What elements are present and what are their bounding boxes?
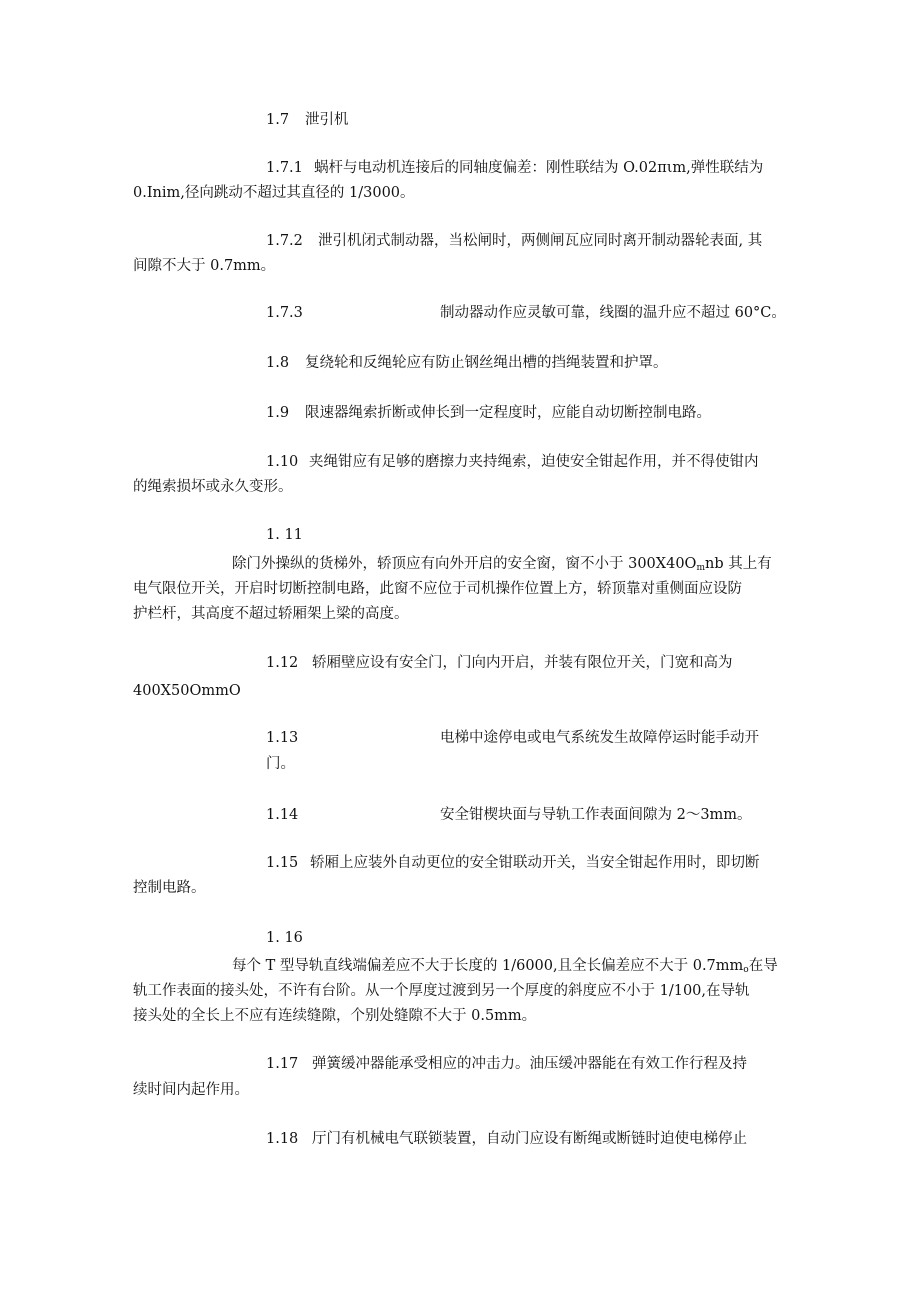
paragraph-line: 蜗杆与电动机连接后的同轴度偏差：刚性联结为 O.02πιm,弹性联结为: [314, 160, 764, 176]
paragraph-line: 安全钳楔块面与导轨工作表面间隙为 2～3mm。: [440, 807, 752, 823]
section-number: 1.10: [266, 454, 299, 470]
paragraph-line: 门。: [266, 756, 295, 772]
section-number: 1. 16: [266, 930, 303, 946]
paragraph-line: 制动器动作应灵敏可靠，线圈的温升应不超过 60°C。: [440, 305, 786, 321]
paragraph-line: 的绳索损坏或永久变形。: [133, 479, 293, 495]
paragraph-line: 0.Inim,径向跳动不超过其直径的 1/3000。: [133, 185, 415, 201]
paragraph-line: 夹绳钳应有足够的磨擦力夹持绳索，迫使安全钳起作用，并不得使钳内: [309, 454, 759, 470]
section-number: 1.15: [266, 855, 299, 871]
text-run: 除门外操纵的货梯外，轿顶应有向外开启的安全窗，窗不小于 300X40O: [232, 556, 697, 572]
section-number: 1.8: [266, 355, 290, 371]
section-number: 1.18: [266, 1131, 299, 1147]
paragraph-line: [232, 956, 778, 980]
paragraph-line: 控制电路。: [133, 880, 206, 896]
section-number: 1.13: [266, 730, 299, 746]
section-number: 1. 11: [266, 527, 303, 543]
paragraph-line: 限速器绳索折断或伸长到一定程度时，应能自动切断控制电路。: [305, 405, 711, 421]
paragraph-line: 复绕轮和反绳轮应有防止钢丝绳出槽的挡绳装置和护罩。: [305, 355, 668, 371]
text-run: 在导: [748, 958, 778, 974]
text-run: nb 其上有: [705, 556, 772, 572]
section-number: 1.7.1: [266, 160, 303, 176]
section-number: 1.14: [266, 807, 299, 823]
paragraph-line: 厅门有机械电气联锁装置，自动门应设有断绳或断链时迫使电梯停止: [312, 1131, 747, 1147]
section-heading: 泄引机: [305, 112, 349, 128]
paragraph-line: 弹簧缓冲器能承受相应的冲击力。油压缓冲器能在有效工作行程及持: [312, 1056, 747, 1072]
paragraph-line: 续时间内起作用。: [133, 1082, 249, 1098]
subscript-run: o: [743, 965, 749, 975]
section-number: 1.12: [266, 655, 299, 671]
paragraph-line: 轿厢壁应设有安全门，门向内开启，并装有限位开关，门宽和高为: [312, 655, 733, 671]
paragraph-line: 接头处的全长上不应有连续缝隙，个别处缝隙不大于 0.5mm。: [133, 1008, 537, 1024]
paragraph-line: 轿厢上应装外自动更位的安全钳联动开关，当安全钳起作用时，即切断: [310, 855, 760, 871]
section-number: 1.7.3: [266, 305, 303, 321]
section-number: 1.7.2: [266, 233, 303, 249]
paragraph-line: 电梯中途停电或电气系统发生故障停运时能手动开: [440, 730, 759, 746]
section-number: 1.17: [266, 1056, 299, 1072]
section-number: 1.9: [266, 405, 290, 421]
paragraph-line: 轨工作表面的接头处，不许有台阶。从一个厚度过渡到另一个厚度的斜度应不小于 1/100,在导轨: [133, 983, 750, 999]
paragraph-line: 护栏杆，其高度不超过轿厢架上梁的高度。: [133, 606, 409, 622]
paragraph-line: 泄引机闭式制动器，当松闸时，两侧闸瓦应同时离开制动器轮表面, 其: [318, 233, 763, 249]
paragraph-line: 间隙不大于 0.7mm。: [133, 258, 276, 274]
paragraph-line: 400X50OmmO: [133, 683, 241, 699]
subscript-run: m: [696, 563, 705, 573]
paragraph-line: 电气限位开关，开启时切断控制电路，此窗不应位于司机操作位置上方，轿顶靠对重侧面应设防: [133, 581, 742, 597]
text-run: 每个 T 型导轨直线端偏差应不大于长度的 1/6000,且全长偏差应不大于 0.7mm: [232, 958, 744, 974]
paragraph-line: [232, 554, 772, 578]
section-number: 1.7: [266, 112, 290, 128]
